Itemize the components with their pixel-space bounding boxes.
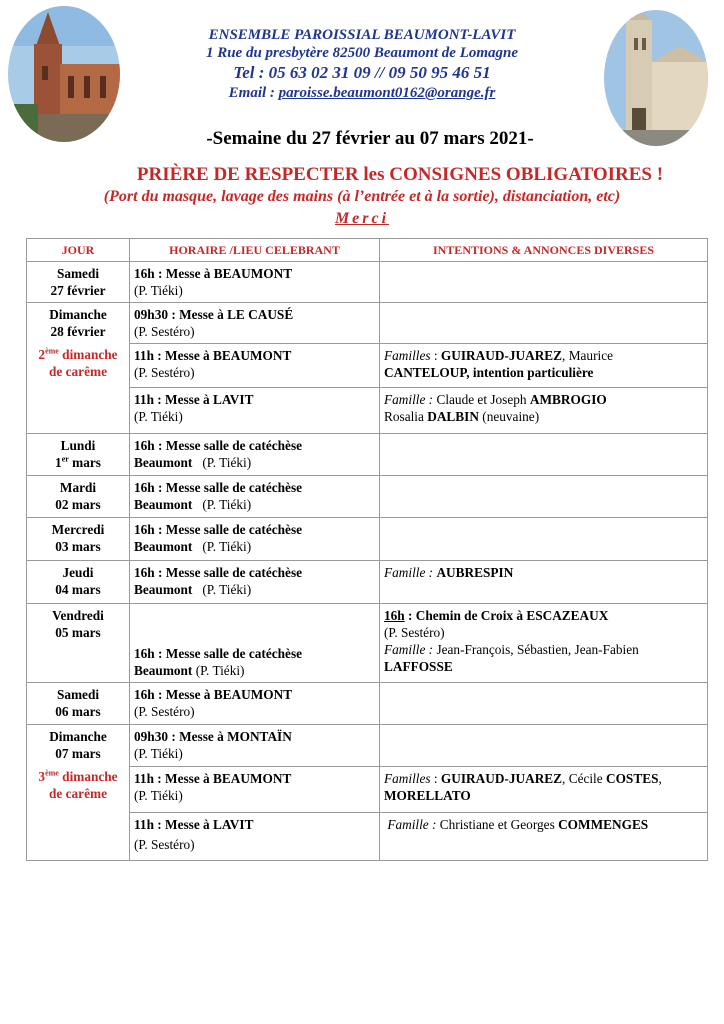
table-row	[27, 813, 708, 861]
church-photo-right	[604, 10, 708, 146]
mass-time: 09h30 : Messe à LE CAUSÉ	[134, 307, 294, 322]
day-date: 27 février	[50, 283, 106, 298]
intentions-cell: Famille : Claude et Joseph AMBROGIO Rosalia DALBIN (neuvaine)	[380, 388, 708, 434]
day-cell	[27, 303, 130, 434]
schedule-cell: 16h : Messe salle de catéchèse Beaumont (P. Tiéki)	[130, 518, 380, 561]
intentions-cell	[380, 683, 708, 725]
day-name: Vendredi	[52, 608, 104, 623]
notice-merci: Merci	[334, 210, 390, 227]
intentions-cell: Familles : GUIRAUD-JUAREZ, Maurice CANTELOUP, intention particulière	[380, 344, 708, 388]
day-cell	[27, 476, 130, 518]
schedule-cell	[130, 262, 380, 303]
intentions-cell	[380, 434, 708, 476]
mass-time: 11h : Messe à BEAUMONT	[134, 771, 292, 786]
schedule-cell	[130, 813, 380, 861]
parish-name: ENSEMBLE PAROISSIAL BEAUMONT-LAVIT	[208, 27, 516, 43]
day-date: 05 mars	[55, 625, 101, 640]
table-row	[27, 725, 708, 767]
day-cell	[27, 561, 130, 604]
header-intentions: INTENTIONS & ANNONCES DIVERSES	[380, 239, 708, 262]
celebrant: (P. Sestéro)	[134, 704, 195, 719]
schedule-cell: 16h : Messe salle de catéchèse Beaumont (P. Tiéki)	[130, 476, 380, 518]
day-name: Samedi	[56, 687, 100, 702]
intentions-cell	[380, 262, 708, 303]
day-cell	[27, 725, 130, 861]
day-date: 03 mars	[55, 539, 101, 554]
schedule-cell	[130, 344, 380, 388]
email-link[interactable]: paroisse.beaumont0162@orange.fr	[278, 85, 496, 101]
day-date: 1er mars	[55, 454, 101, 470]
email-label: Email :	[228, 85, 279, 101]
mass-time: 16h : Messe à BEAUMONT	[134, 687, 293, 702]
day-name: Lundi	[60, 438, 96, 453]
table-header-row	[27, 239, 708, 262]
celebrant: (P. Sestéro)	[134, 365, 195, 380]
parish-phone: Tel : 05 63 02 31 09 // 09 50 95 46 51	[233, 63, 491, 82]
day-name: Samedi	[56, 266, 100, 281]
day-name: Jeudi	[62, 565, 94, 580]
intentions-cell	[380, 303, 708, 344]
day-name: Dimanche	[49, 307, 107, 322]
table-row	[27, 388, 708, 434]
table-row	[27, 434, 708, 476]
parish-header	[120, 26, 604, 102]
day-cell	[27, 518, 130, 561]
parish-address: 1 Rue du presbytère 82500 Beaumont de Lomagne	[205, 45, 519, 61]
day-name: Mercredi	[51, 522, 105, 537]
liturgical-sunday: 2ème dimanche	[38, 346, 118, 362]
mass-time: 16h : Messe à BEAUMONT	[134, 266, 293, 281]
table-row	[27, 262, 708, 303]
week-title: -Semaine du 27 février au 07 mars 2021-	[206, 128, 534, 149]
celebrant: (P. Tiéki)	[134, 788, 183, 803]
mass-time: 11h : Messe à BEAUMONT	[134, 348, 292, 363]
schedule-cell: 16h : Messe salle de catéchèse Beaumont (P. Tiéki)	[130, 434, 380, 476]
table-row	[27, 683, 708, 725]
schedule-cell: 16h : Messe salle de catéchèse Beaumont (P. Tiéki)	[130, 561, 380, 604]
day-name: Dimanche	[49, 729, 107, 744]
mass-time: 11h : Messe à LAVIT	[134, 392, 254, 407]
schedule-cell	[130, 767, 380, 813]
day-date: 04 mars	[55, 582, 101, 597]
celebrant: (P. Sestéro)	[134, 324, 195, 339]
table-row	[27, 476, 708, 518]
day-cell	[27, 683, 130, 725]
schedule-cell	[130, 303, 380, 344]
notice-title: PRIÈRE DE RESPECTER les CONSIGNES OBLIGATOIRES !	[136, 164, 664, 185]
table-row	[27, 604, 708, 683]
intentions-cell: 16h : Chemin de Croix à ESCAZEAUX (P. Sestéro) Famille : Jean-François, Sébastien, Jean-Fabien LAFFOSSE	[380, 604, 708, 683]
intentions-cell	[380, 725, 708, 767]
day-name: Mardi	[59, 480, 97, 495]
day-cell	[27, 262, 130, 303]
celebrant: (P. Sestéro)	[134, 837, 195, 852]
schedule-cell: 16h : Messe salle de catéchèse Beaumont (P. Tiéki)	[130, 604, 380, 683]
mass-time: 11h : Messe à LAVIT	[134, 817, 254, 832]
intentions-cell	[380, 518, 708, 561]
liturgical-sunday: 3ème dimanche	[38, 768, 118, 784]
schedule-cell	[130, 683, 380, 725]
day-cell	[27, 604, 130, 683]
church-photo-left	[8, 6, 120, 142]
schedule-cell	[130, 725, 380, 767]
header-horaire: HORAIRE /LIEU CELEBRANT	[130, 239, 380, 262]
day-date: 06 mars	[55, 704, 101, 719]
table-row	[27, 303, 708, 344]
liturgical-sunday-2: de carême	[49, 786, 107, 801]
day-cell	[27, 434, 130, 476]
table-row	[27, 561, 708, 604]
table-row	[27, 767, 708, 813]
intentions-cell	[380, 476, 708, 518]
day-date: 28 février	[50, 324, 106, 339]
day-date: 07 mars	[55, 746, 101, 761]
intentions-cell: Familles : GUIRAUD-JUAREZ, Cécile COSTES, MORELLATO	[380, 767, 708, 813]
day-date: 02 mars	[55, 497, 101, 512]
intentions-cell: Famille : AUBRESPIN	[380, 561, 708, 604]
header-jour: JOUR	[27, 239, 130, 262]
mass-time: 09h30 : Messe à MONTAÏN	[134, 729, 292, 744]
table-row	[27, 518, 708, 561]
intentions-cell: Famille : Christiane et Georges COMMENGES	[380, 813, 708, 861]
celebrant: (P. Tiéki)	[134, 746, 183, 761]
celebrant: (P. Tiéki)	[134, 283, 183, 298]
schedule-table	[26, 238, 708, 861]
parish-email-line	[120, 84, 604, 102]
notice-detail: (Port du masque, lavage des mains (à l’entrée et à la sortie), distanciation, etc)	[103, 188, 621, 205]
liturgical-sunday-2: de carême	[49, 364, 107, 379]
celebrant: (P. Tiéki)	[134, 409, 183, 424]
table-row	[27, 344, 708, 388]
schedule-cell	[130, 388, 380, 434]
